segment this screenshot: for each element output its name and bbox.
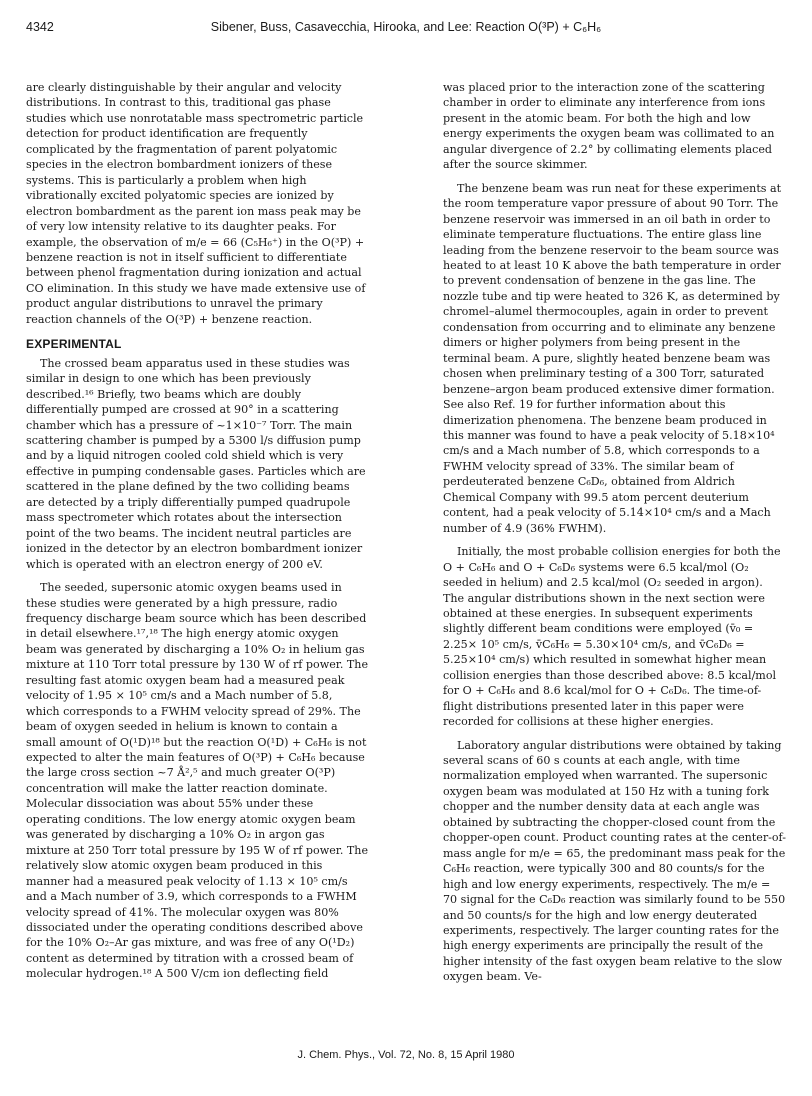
paragraph: Initially, the most probable collision energies for both the O + C₆H₆ and O + C₆D₆ systems were 6.5 kcal/mol (O₂ seeded in helium) and 2.5 kcal/mol (O₂ seeded in argon). The angular distributions shown in the next section were obtained at these energies. In subsequent experiments slightly different beam conditions were employed (v̄₀ = 2.25× 10⁵ cm/s, v̄C₆H₆ = 5.30×10⁴ cm/s, and v̄C₆D₆ = 5.25×10⁴ cm/s) which resulted in somewhat higher mean collision energies than those described above: 8.5 kcal/mol for O + C₆H₆ and 8.6 kcal/mol for O + C₆D₆. The time-of-flight distributions presented later in this paper were recorded for collisions at these higher energies.	[443, 545, 781, 729]
running-head	[26, 20, 786, 40]
paragraph: Laboratory angular distributions were obtained by taking several scans of 60 s counts at each angle, with time normalization employed when warranted. The supersonic oxygen beam was modulated at 150 Hz with a tuning fork chopper and the number density data at each angle was obtained by subtracting the chopper-closed count from the chopper-open count. Product counting rates at the center-of-mass angle for m/e = 65, the predominant mass peak for the C₆H₆ reaction, were typically 300 and 80 counts/s for the high and low energy experiments, respectively. The m/e = 70 signal for the C₆D₆ reaction was similarly found to be 550 and 50 counts/s for the high and low energy deuterated experiments, respectively. The larger counting rates for the high energy experiments are principally the result of the higher intensity of the fast oxygen beam relative to the slow oxygen beam. Ve-	[443, 738, 787, 984]
paragraph: was placed prior to the interaction zone of the scattering chamber in order to eliminate any interference from ions present in the atomic beam. For both the high and low energy experiments the oxygen beam was collimated to an angular divergence of 2.2° by collimating elements placed after the source skimmer.	[443, 81, 775, 172]
right-column	[443, 80, 786, 993]
running-title: Sibener, Buss, Casavecchia, Hirooka, and Lee: Reaction O(³P) + C₆H₆	[210, 20, 602, 34]
paragraph: The benzene beam was run neat for these experiments at the room temperature vapor pressure of about 90 Torr. The benzene reservoir was immersed in an oil bath in order to eliminate temperature fluctuations. The entire glass line leading from the benzene reservoir to the beam source was heated to at least 10 K above the bath temperature in order to prevent condensation of benzene in the gas line. The nozzle tube and tip were heated to 326 K, as determined by chromel–alumel thermocouples, again in order to prevent condensation from occurring and to eliminate any benzene dimers or higher polymers from being present in the terminal beam. A pure, slightly heated benzene beam was chosen when preliminary testing of a 300 Torr, saturated benzene–argon beam produced extensive dimer formation. See also Ref. 19 for further information about this dimerization phenomena. The benzene beam produced in this manner was found to have a peak velocity of 5.18×10⁴ cm/s and a Mach number of 5.8, which corresponds to a FWHM velocity spread of 33%. The similar beam of perdeuterated benzene C₆D₆, obtained from Aldrich Chemical Company with 99.5 atom percent deuterium content, had a peak velocity of 5.14×10⁴ cm/s and a Mach number of 4.9 (36% FWHM).	[443, 181, 782, 535]
left-column	[26, 80, 369, 990]
section-heading-experimental: EXPERIMENTAL	[26, 337, 122, 352]
journal-citation: J. Chem. Phys., Vol. 72, No. 8, 15 April 1980	[297, 1049, 515, 1061]
paragraph: are clearly distinguishable by their angular and velocity distributions. In contrast to this, traditional gas phase studies which use nonrotatable mass spectrometric particle detection for product identification are frequently complicated by the fragmentation of parent polyatomic species in the electron bombardment ionizers of these systems. This is particularly a problem when high vibrationally excited polyatomic species are ionized by electron bombardment as the parent ion mass peak may be of very low intensity relative to its daughter peaks. For example, the observation of m/e = 66 (C₅H₆⁺) in the O(³P) + benzene reaction is not in itself sufficient to differentiate between phenol fragmentation during ionization and actual CO elimination. In this study we have made extensive use of product angular distributions to unravel the primary reaction channels of the O(³P) + benzene reaction.	[26, 81, 366, 326]
page-number: 4342	[26, 20, 54, 34]
paragraph: The crossed beam apparatus used in these studies was similar in design to one which has been previously described.¹⁶ Briefly, two beams which are doubly differentially pumped are crossed at 90° in a scattering chamber which has a pressure of ~1×10⁻⁷ Torr. The main scattering chamber is pumped by a 5300 l/s diffusion pump and by a liquid nitrogen cooled cold shield which is very effective in pumping condensable gases. Particles which are scattered in the plane defined by the two colliding beams are detected by a triply differentially pumped quadrupole mass spectrometer which rotates about the intersection point of the two beams. The incident neutral particles are ionized in the detector by an electron bombardment ionizer which is operated with an electron energy of 200 eV.	[26, 356, 366, 571]
paragraph: The seeded, supersonic atomic oxygen beams used in these studies were generated by a high pressure, radio frequency discharge beam source which has been described in detail elsewhere.¹⁷,¹⁸ The high energy atomic oxygen beam was generated by discharging a 10% O₂ in helium gas mixture at 110 Torr total pressure by 130 W of rf power. The resulting fast atomic oxygen beam had a measured peak velocity of 1.95 × 10⁵ cm/s and a Mach number of 5.8, which corresponds to a FWHM velocity spread of 29%. The beam of oxygen seeded in helium is known to contain a small amount of O(¹D)¹⁸ but the reaction O(¹D) + C₆H₆ is not expected to alter the main features of O(³P) + C₆H₆ because the large cross section ~7 Å²,⁵ and much greater O(³P) concentration will make the latter reaction dominate. Molecular dissociation was about 55% under these operating conditions. The low energy atomic oxygen beam was generated by discharging a 10% O₂ in argon gas mixture at 250 Torr total pressure by 195 W of rf power. The relatively slow atomic oxygen beam produced in this manner had a measured peak velocity of 1.13 × 10⁵ cm/s and a Mach number of 3.9, which corresponds to a FWHM velocity spread of 41%. The molecular oxygen was 80% dissociated under the operating conditions described above for the 10% O₂–Ar gas mixture, and was free of any O(¹D₂) content as determined by titration with a crossed beam of molecular hydrogen.¹⁸ A 500 V/cm ion deflecting field	[26, 581, 369, 981]
